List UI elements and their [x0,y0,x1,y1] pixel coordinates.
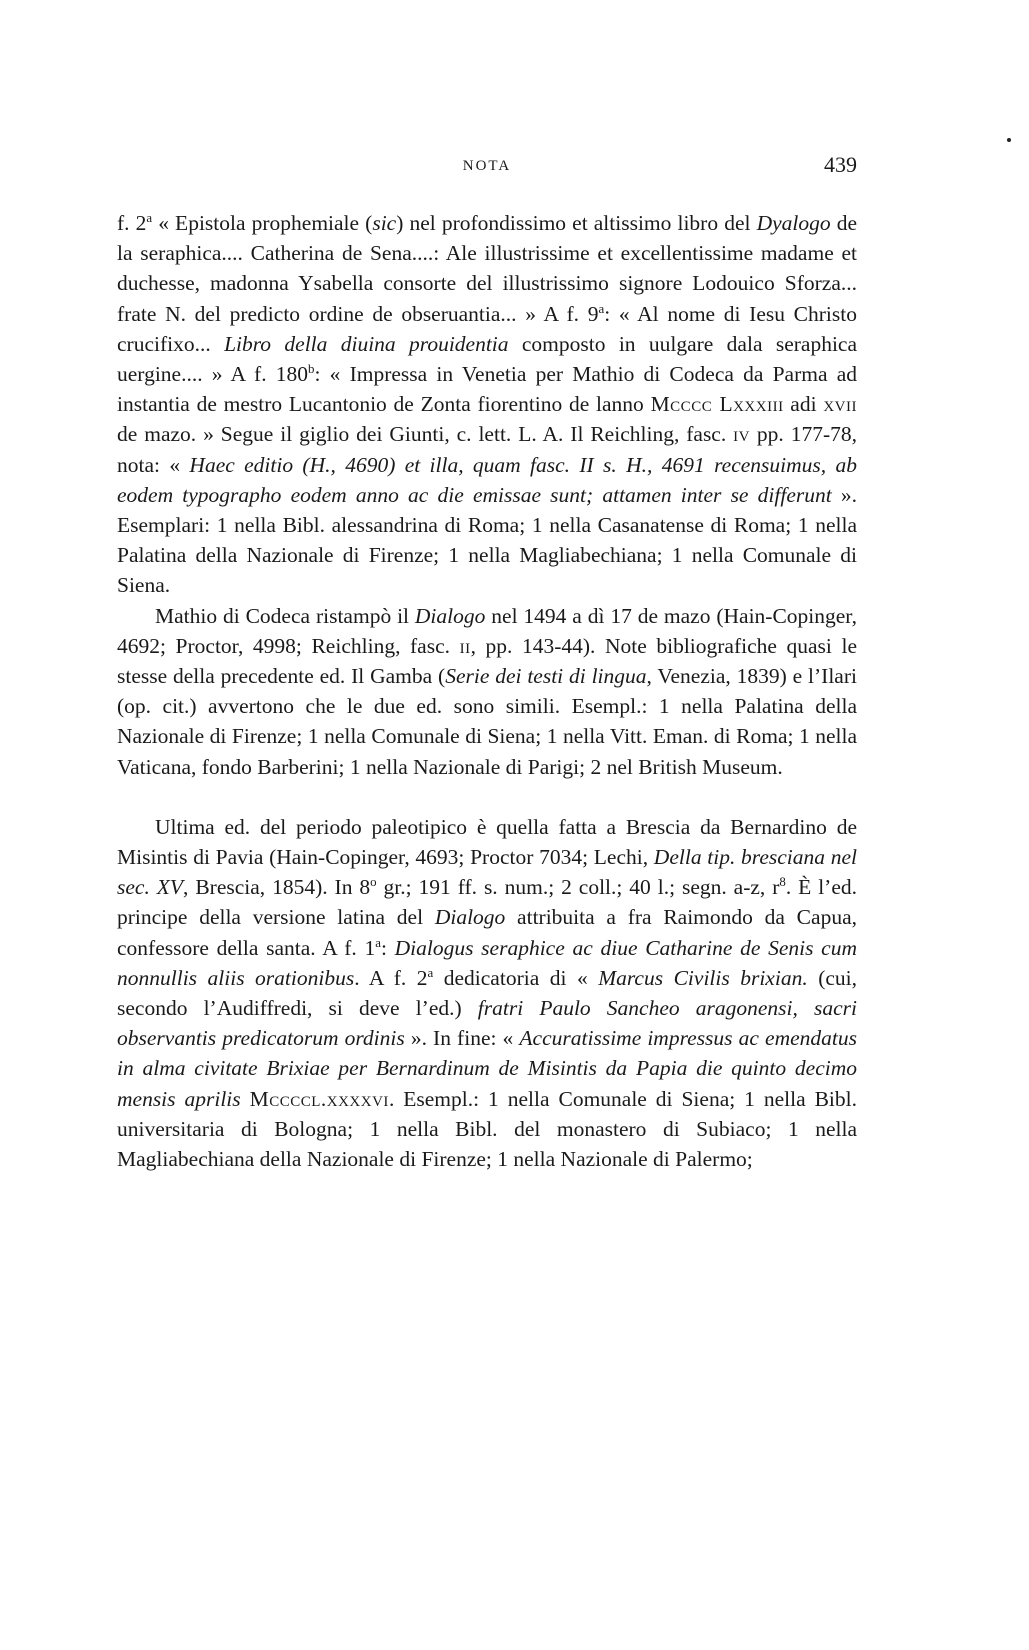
text-run: , Brescia, 1854). In 8 [183,875,371,900]
superscript-run: a [375,935,381,950]
italic-run: fratri Paulo Sancheo aragonensi, sacri observantis predicatorum ordinis [117,996,857,1051]
superscript-run: a [598,301,605,316]
text-run [241,1087,250,1111]
text-run: nel 1494 a dì 17 de mazo (Hain-Copinger, 4692; Proctor, 4998; Reichling, fasc. [117,603,857,658]
text-run: f. 2 [117,211,147,235]
superscript-run: 8 [779,875,786,890]
italic-run: Dialogo [414,603,486,628]
text-run: de la seraphica.... Catherina de Sena....: Ale illustrissime et excellentissime madame et duchesse, madonna Ysabella consorte del illustrissimo signore Lodouico Sforza... frate N. del predicto ordine de obseruantia... » A f. 9 [117,211,857,326]
page-number: 439 [824,152,857,177]
text-run: : « Al nome di Iesu Christo crucifixo... [117,301,857,356]
smallcaps-run: xvii [823,392,857,417]
italic-run: sic [372,211,397,235]
text-run: de mazo. » Segue il giglio dei Giunti, c. lett. L. A. Il Reichling, fasc. [117,422,734,447]
text-run: . A f. 2 [354,965,428,990]
italic-run: Marcus Civilis brixian. [598,965,808,990]
text-run: gr.; 191 ff. s. num.; 2 coll.; 40 l.; segn. a-z, r [376,875,780,900]
text-run: ) nel profondissimo et altissimo libro del [396,211,757,235]
italic-run: Libro della diuina prouidentia [224,331,509,356]
smallcaps-run: iv [733,422,750,447]
smallcaps-run: Mccccl.xxxxvi [249,1086,389,1111]
italic-run: Dialogo [434,905,506,930]
text-run: (cui, secondo l’Audiffredi, si deve l’ed.) [117,965,857,1021]
italic-run: Haec editio (H., 4690) et illa, quam fasc. II s. H., 4691 recensuimus, ab eodem typographo eodem anno ac die emissae sunt; attamen inter se differunt [117,452,857,507]
superscript-run: a [427,965,434,980]
italic-run: Dialogus seraphice ac diue Catharine de Senis cum nonnullis aliis orationibus [117,935,857,990]
smallcaps-run: Mcccc Lxxxiii [650,392,784,417]
paragraph-edition-1494 [117,601,857,782]
italic-run: Dyalogo [756,211,831,235]
body-text [117,208,857,1174]
text-run: « Epistola prophemiale ( [152,211,373,235]
text-run: ». Esemplari: 1 nella Bibl. alessandrina di Roma; 1 nella Casanatense di Roma; 1 nella Palatina della Nazionale di Firenze; 1 nella Magliabechiana; 1 nella Comunale di Siena. [117,482,857,598]
scan-speck [1007,138,1011,142]
text-run: . Esempl.: 1 nella Comunale di Siena; 1 nella Bibl. universitaria di Bologna; 1 nella Bibl. del monastero di Subiaco; 1 nella Magliabechiana della Nazionale di Firenze; 1 nella Nazionale di Palermo; [117,1086,858,1172]
text-run: attribuita a fra Raimondo da Capua, confessore della santa. A f. 1 [117,905,857,960]
superscript-run: a [146,210,153,225]
paragraph-edition-1491 [117,208,857,601]
text-run: , Venezia, 1839) e l’Ilari (op. cit.) avvertono che le due ed. sono simili. Esempl.: 1 nella Palatina della Nazionale di Firenze; 1 nella Comunale di Siena; 1 nella Vitt. Eman. di Roma; 1 nella Vaticana, fondo Barberini; 1 nella Nazionale di Parigi; 2 nel British Museum. [117,664,857,779]
text-run: pp. 177-78, nota: « [117,422,857,477]
text-run: Ultima ed. del periodo paleotipico è quella fatta a Brescia da Bernardino de Misintis di Pavia (Hain-Copinger, 4693; Proctor 7034; Lechi, [117,814,857,870]
text-run: dedicatoria di « [433,965,599,990]
italic-run: Della tip. bresciana nel sec. XV [117,845,857,900]
smallcaps-run: ii [459,633,471,658]
text-run: . È l’ed. principe della versione latina del [117,875,858,930]
italic-run: Serie dei testi di lingua [445,664,647,689]
superscript-run: b [308,361,315,376]
text-run: ». In fine: « [404,1026,520,1051]
text-run: : [380,935,395,960]
running-title: NOTA [462,158,512,174]
text-run: Mathio di Codeca ristampò il [155,603,415,628]
page-header [117,152,857,182]
superscript-run: o [370,875,377,890]
paragraph-brescia-edition [117,812,857,1174]
text-run: , pp. 143-44). Note bibliografiche quasi le stesse della precedente ed. Il Gamba ( [117,633,857,689]
italic-run: Accuratissime impressus ac emendatus in alma civitate Brixiae per Bernardinum de Misintis da Papia die quinto decimo mensis aprilis [117,1026,857,1111]
text-run: : « Impressa in Venetia per Mathio di Codeca da Parma ad instantia de mestro Lucantonio de Zonta fiorentino de lanno [117,362,857,417]
text-run: adi [783,392,824,417]
text-run: composto in uulgare dala seraphica uergine.... » A f. 180 [117,331,858,387]
